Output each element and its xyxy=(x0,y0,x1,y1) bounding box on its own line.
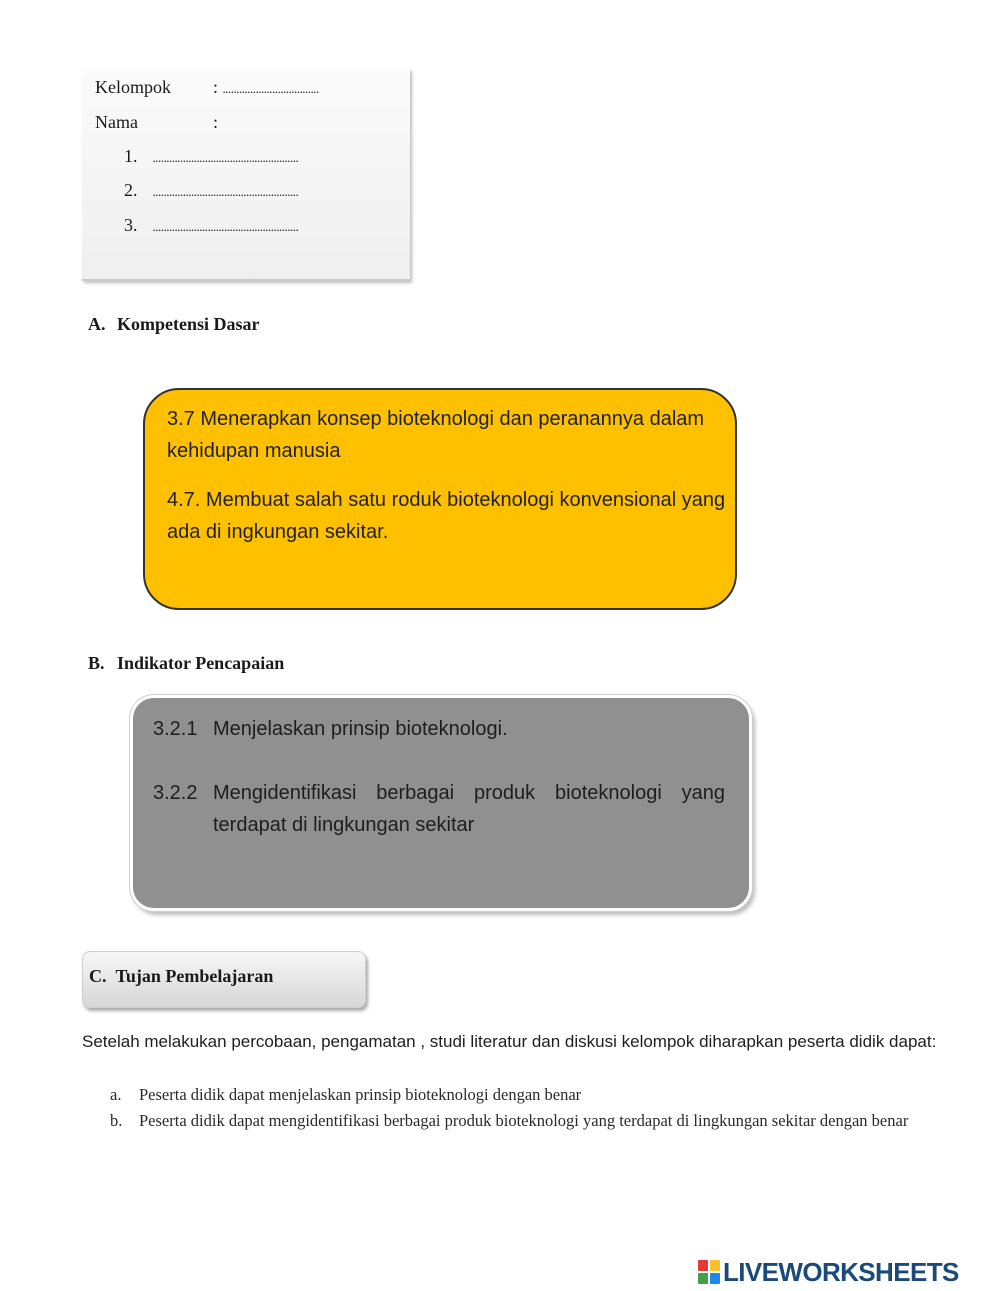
member-row-3 xyxy=(124,213,298,237)
section-a-letter: A. xyxy=(88,314,106,334)
section-c-title: Tujan Pembelajaran xyxy=(115,966,274,986)
group-blank[interactable]: ................................... xyxy=(222,81,319,96)
member-number: 2. xyxy=(124,180,138,200)
objectives-intro: Setelah melakukan percobaan, pengamatan , studi literatur dan diskusi kelompok diharapkan peserta didik dapat: xyxy=(82,1032,937,1051)
section-b-title: Indikator Pencapaian xyxy=(117,653,285,673)
group-row xyxy=(95,75,319,99)
indicator-text: Mengidentifikasi berbagai produk bioteknologi yang terdapat di lingkungan sekitar xyxy=(213,782,725,836)
goal-text: Peserta didik dapat mengidentifikasi berbagai produk bioteknologi yang terdapat di lingkungan sekitar dengan benar xyxy=(139,1111,909,1130)
member-blank-2[interactable]: ..................................................... xyxy=(152,184,299,199)
name-row xyxy=(95,110,218,134)
goal-letter: a. xyxy=(110,1085,122,1104)
group-label: Kelompok xyxy=(95,77,171,97)
goal-text: Peserta didik dapat menjelaskan prinsip bioteknologi dengan benar xyxy=(139,1085,582,1104)
kd-item-1: 3.7 Menerapkan konsep bioteknologi dan peranannya dalam kehidupan manusia xyxy=(167,408,705,462)
group-separator: : xyxy=(213,77,219,97)
member-blank-1[interactable]: ..................................................... xyxy=(152,150,299,165)
indicator-text: Menjelaskan prinsip bioteknologi. xyxy=(213,718,508,740)
logo-text: LIVEWORKSHEETS xyxy=(723,1257,959,1287)
member-number: 1. xyxy=(124,146,138,166)
name-separator: : xyxy=(213,112,219,132)
identity-box xyxy=(82,69,410,281)
logo-squares-icon xyxy=(698,1260,720,1284)
section-c-letter: C. xyxy=(89,966,107,986)
section-c-heading-box xyxy=(82,951,366,1008)
name-label: Nama xyxy=(95,112,138,132)
indikator-box xyxy=(130,695,752,911)
section-c-heading xyxy=(89,966,273,987)
kompetensi-box xyxy=(143,388,737,610)
section-a-heading xyxy=(88,314,260,335)
member-row-1 xyxy=(124,144,298,168)
indicator-number: 3.2.2 xyxy=(153,782,198,804)
member-blank-3[interactable]: ..................................................... xyxy=(152,219,299,234)
section-b-heading xyxy=(88,653,284,674)
member-number: 3. xyxy=(124,215,138,235)
section-b-letter: B. xyxy=(88,653,105,673)
kd-item-2: 4.7. Membuat salah satu roduk bioteknologi konvensional yang ada di ingkungan sekitar. xyxy=(167,489,726,543)
section-a-title: Kompetensi Dasar xyxy=(117,314,260,334)
indicator-number: 3.2.1 xyxy=(153,718,198,740)
member-row-2 xyxy=(124,178,298,202)
goal-letter: b. xyxy=(110,1111,123,1130)
